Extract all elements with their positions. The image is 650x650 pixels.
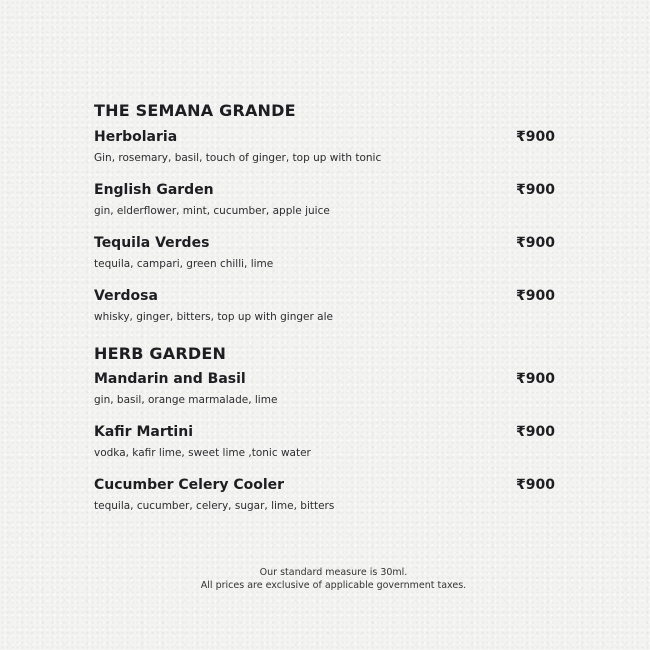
item-price: ₹900 <box>516 424 555 440</box>
item-price: ₹900 <box>516 182 555 198</box>
item-name: Herbolaria <box>94 129 178 145</box>
section-title-semana-grande: THE SEMANA GRANDE <box>94 101 296 120</box>
item-description: whisky, ginger, bitters, top up with ginger ale <box>94 311 333 323</box>
item-price: ₹900 <box>516 129 555 145</box>
item-price: ₹900 <box>516 371 555 387</box>
item-price: ₹900 <box>516 477 555 493</box>
footer-measure-note: Our standard measure is 30ml. <box>259 567 408 578</box>
item-description: gin, elderflower, mint, cucumber, apple juice <box>94 205 330 217</box>
item-description: gin, basil, orange marmalade, lime <box>94 394 278 406</box>
item-description: vodka, kafir lime, sweet lime ,tonic water <box>94 447 311 459</box>
menu-footer <box>0 566 650 592</box>
item-description: tequila, campari, green chilli, lime <box>94 258 274 270</box>
item-name: English Garden <box>94 182 214 198</box>
item-price: ₹900 <box>516 235 555 251</box>
item-description: Gin, rosemary, basil, touch of ginger, top up with tonic <box>94 152 382 164</box>
item-name: Mandarin and Basil <box>94 371 246 387</box>
item-name: Cucumber Celery Cooler <box>94 477 285 493</box>
item-name: Kafir Martini <box>94 424 193 440</box>
item-name: Tequila Verdes <box>94 235 210 251</box>
item-name: Verdosa <box>94 288 158 304</box>
footer-tax-note: All prices are exclusive of applicable government taxes. <box>200 580 467 591</box>
item-description: tequila, cucumber, celery, sugar, lime, bitters <box>94 500 335 512</box>
item-price: ₹900 <box>516 288 555 304</box>
section-title-herb-garden: HERB GARDEN <box>94 344 227 363</box>
